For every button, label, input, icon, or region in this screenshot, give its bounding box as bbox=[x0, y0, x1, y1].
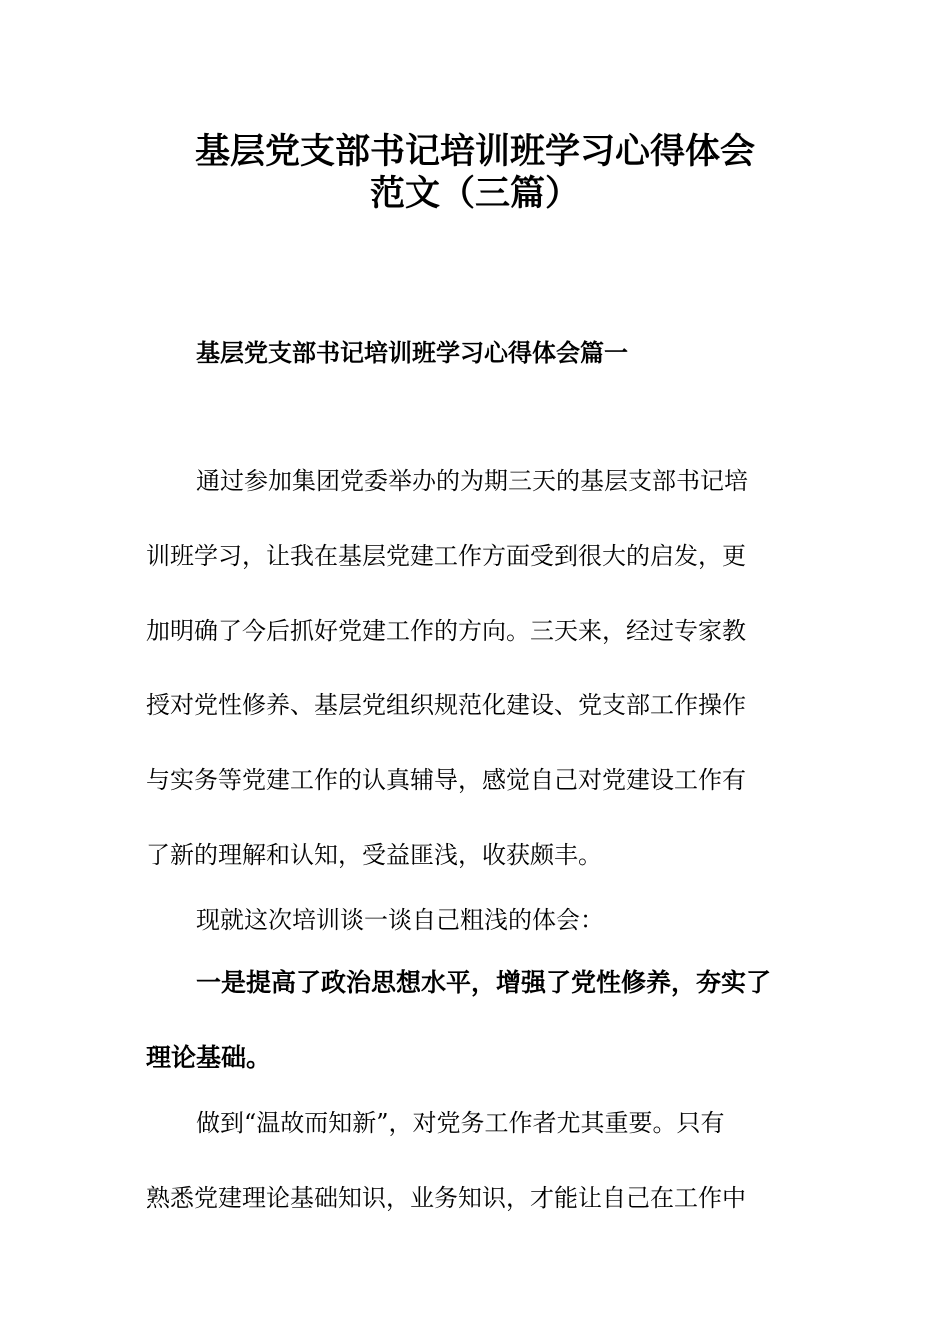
paragraph-line: 了新的理解和认知，受益匪浅，收获颇丰。 bbox=[146, 841, 602, 869]
paragraph-line: 熟悉党建理论基础知识，业务知识，才能让自己在工作中 bbox=[146, 1184, 746, 1212]
document-title-line-1: 基层党支部书记培训班学习心得体会 bbox=[194, 131, 755, 172]
key-point-line: 一是提高了政治思想水平，增强了党性修养，夯实了 bbox=[196, 968, 772, 997]
key-point-line: 理论基础。 bbox=[146, 1043, 272, 1072]
document-title-line-2: 范文（三篇） bbox=[369, 173, 580, 214]
section-heading: 基层党支部书记培训班学习心得体会篇一 bbox=[196, 338, 628, 367]
paragraph-line: 与实务等党建工作的认真辅导，感觉自己对党建设工作有 bbox=[146, 766, 746, 794]
paragraph-line: 加明确了今后抓好党建工作的方向。三天来，经过专家教 bbox=[146, 617, 746, 645]
paragraph-2: 现就这次培训谈一谈自己粗浅的体会： bbox=[196, 906, 604, 934]
paragraph-line: 通过参加集团党委举办的为期三天的基层支部书记培 bbox=[196, 467, 748, 495]
paragraph-line: 做到“温故而知新”，对党务工作者尤其重要。只有 bbox=[196, 1109, 725, 1137]
paragraph-line: 训班学习，让我在基层党建工作方面受到很大的启发，更 bbox=[146, 542, 746, 570]
paragraph-line: 授对党性修养、基层党组织规范化建设、党支部工作操作 bbox=[146, 691, 746, 719]
